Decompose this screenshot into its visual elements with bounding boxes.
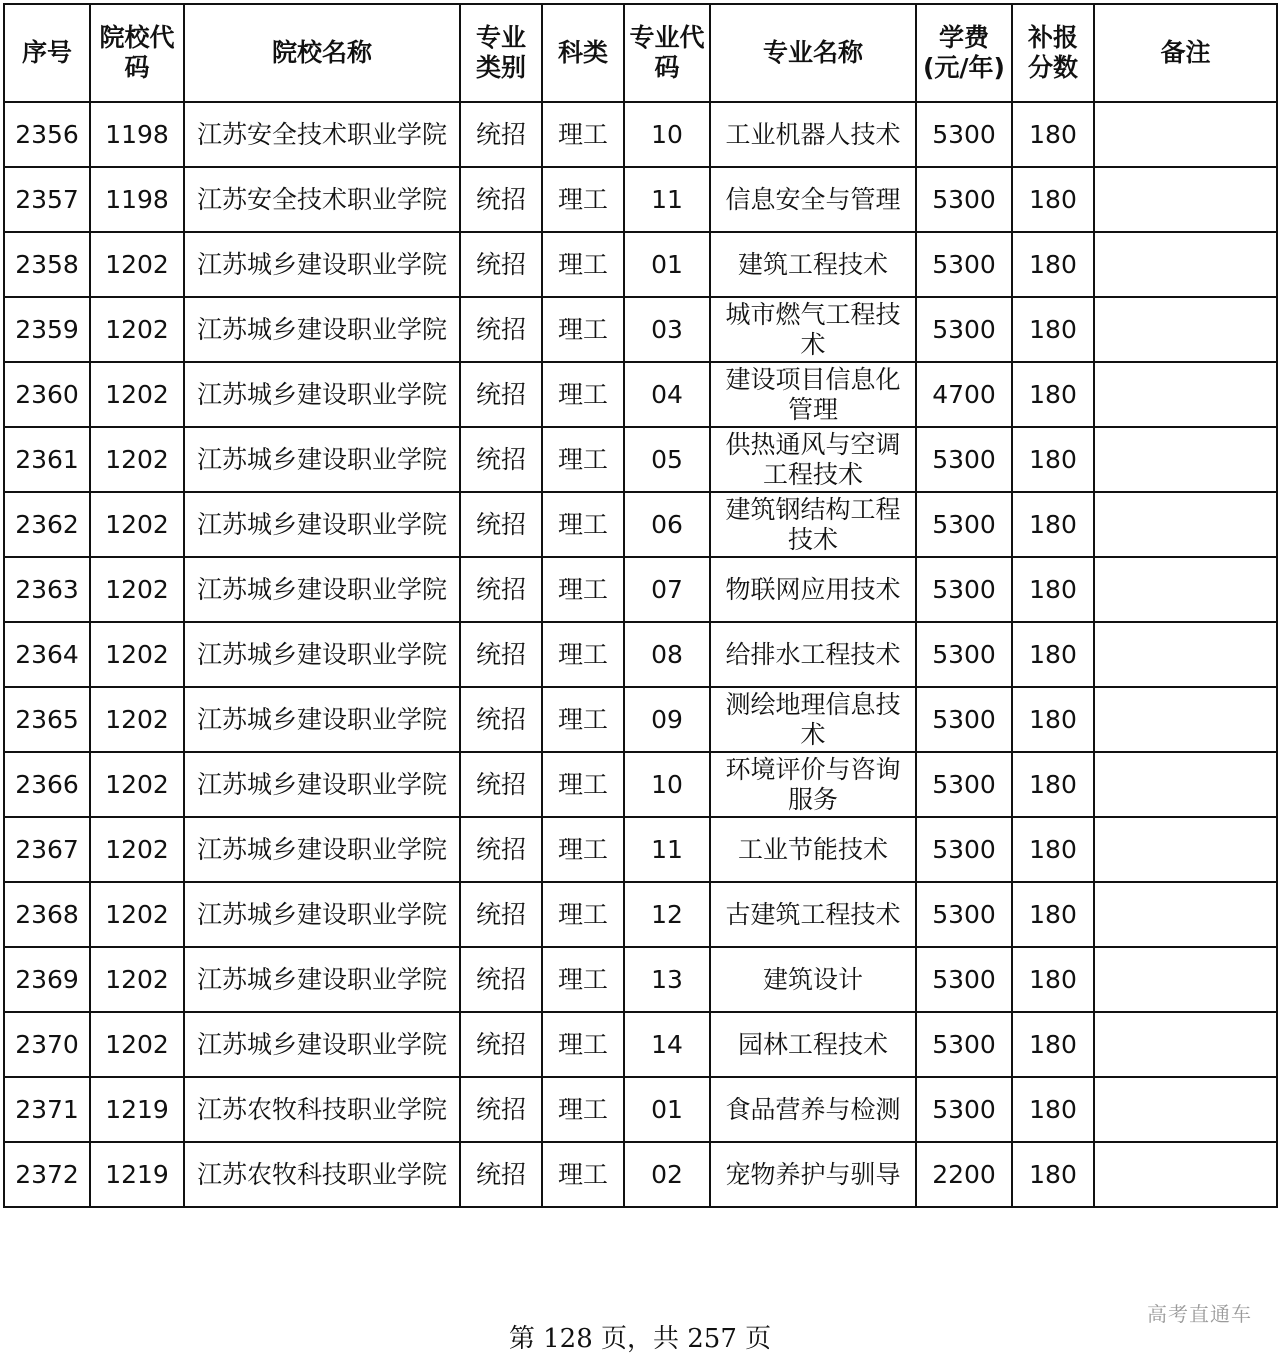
table-body — [4, 102, 1277, 1207]
major-category-cell: 统招 — [460, 232, 542, 297]
major-name-cell: 城市燃气工程技术 — [710, 297, 916, 362]
major-category-cell: 统招 — [460, 427, 542, 492]
school-code-cell: 1202 — [90, 947, 184, 1012]
remarks-cell — [1094, 687, 1277, 752]
supplement-score-cell: 180 — [1012, 752, 1094, 817]
header-school-name: 院校名称 — [184, 4, 460, 102]
supplement-score-cell: 180 — [1012, 1077, 1094, 1142]
subject-type-cell: 理工 — [542, 102, 624, 167]
remarks-cell — [1094, 817, 1277, 882]
subject-type-cell: 理工 — [542, 687, 624, 752]
major-category-cell: 统招 — [460, 882, 542, 947]
header-major-name: 专业名称 — [710, 4, 916, 102]
school-name-cell: 江苏安全技术职业学院 — [184, 167, 460, 232]
seq-cell: 2364 — [4, 622, 90, 687]
school-name-cell: 江苏城乡建设职业学院 — [184, 687, 460, 752]
school-code-cell: 1198 — [90, 102, 184, 167]
major-category-cell: 统招 — [460, 362, 542, 427]
subject-type-cell: 理工 — [542, 882, 624, 947]
major-code-cell: 02 — [624, 1142, 710, 1207]
school-code-cell: 1202 — [90, 427, 184, 492]
major-code-cell: 01 — [624, 1077, 710, 1142]
school-name-cell: 江苏城乡建设职业学院 — [184, 752, 460, 817]
remarks-cell — [1094, 232, 1277, 297]
table-row — [4, 362, 1277, 427]
major-name-cell: 建筑设计 — [710, 947, 916, 1012]
tuition-cell: 5300 — [916, 752, 1012, 817]
major-name-cell: 信息安全与管理 — [710, 167, 916, 232]
tuition-cell: 5300 — [916, 1012, 1012, 1077]
supplement-score-cell: 180 — [1012, 1012, 1094, 1077]
supplement-score-cell: 180 — [1012, 1142, 1094, 1207]
header-row — [4, 4, 1277, 102]
table-row — [4, 427, 1277, 492]
school-name-cell: 江苏城乡建设职业学院 — [184, 947, 460, 1012]
tuition-cell: 5300 — [916, 232, 1012, 297]
major-code-cell: 12 — [624, 882, 710, 947]
tuition-cell: 5300 — [916, 687, 1012, 752]
tuition-cell: 5300 — [916, 297, 1012, 362]
subject-type-cell: 理工 — [542, 167, 624, 232]
tuition-cell: 5300 — [916, 492, 1012, 557]
remarks-cell — [1094, 1077, 1277, 1142]
remarks-cell — [1094, 622, 1277, 687]
table-row — [4, 167, 1277, 232]
supplement-score-cell: 180 — [1012, 232, 1094, 297]
major-name-cell: 工业机器人技术 — [710, 102, 916, 167]
major-code-cell: 07 — [624, 557, 710, 622]
major-category-cell: 统招 — [460, 817, 542, 882]
remarks-cell — [1094, 427, 1277, 492]
tuition-cell: 5300 — [916, 882, 1012, 947]
major-category-cell: 统招 — [460, 947, 542, 1012]
major-code-cell: 01 — [624, 232, 710, 297]
major-name-cell: 建筑工程技术 — [710, 232, 916, 297]
school-name-cell: 江苏城乡建设职业学院 — [184, 882, 460, 947]
admission-table — [3, 3, 1278, 1208]
subject-type-cell: 理工 — [542, 1077, 624, 1142]
major-code-cell: 11 — [624, 817, 710, 882]
supplement-score-cell: 180 — [1012, 947, 1094, 1012]
table-row — [4, 557, 1277, 622]
header-subject-type: 科类 — [542, 4, 624, 102]
supplement-score-cell: 180 — [1012, 167, 1094, 232]
subject-type-cell: 理工 — [542, 1012, 624, 1077]
page-number: 第 128 页，共 257 页 — [508, 1324, 772, 1354]
subject-type-cell: 理工 — [542, 427, 624, 492]
remarks-cell — [1094, 752, 1277, 817]
subject-type-cell: 理工 — [542, 557, 624, 622]
major-name-cell: 环境评价与咨询服务 — [710, 752, 916, 817]
table-row — [4, 687, 1277, 752]
tuition-cell: 2200 — [916, 1142, 1012, 1207]
school-name-cell: 江苏城乡建设职业学院 — [184, 297, 460, 362]
school-name-cell: 江苏城乡建设职业学院 — [184, 362, 460, 427]
table-row — [4, 622, 1277, 687]
subject-type-cell: 理工 — [542, 817, 624, 882]
watermark: 高考直通车 — [1147, 1302, 1252, 1326]
school-name-cell: 江苏农牧科技职业学院 — [184, 1077, 460, 1142]
major-category-cell: 统招 — [460, 687, 542, 752]
table-row — [4, 752, 1277, 817]
major-code-cell: 05 — [624, 427, 710, 492]
school-code-cell: 1202 — [90, 362, 184, 427]
major-code-cell: 08 — [624, 622, 710, 687]
remarks-cell — [1094, 167, 1277, 232]
major-name-cell: 建筑钢结构工程技术 — [710, 492, 916, 557]
seq-cell: 2369 — [4, 947, 90, 1012]
seq-cell: 2370 — [4, 1012, 90, 1077]
remarks-cell — [1094, 297, 1277, 362]
major-code-cell: 06 — [624, 492, 710, 557]
major-category-cell: 统招 — [460, 1012, 542, 1077]
table-row — [4, 297, 1277, 362]
school-name-cell: 江苏安全技术职业学院 — [184, 102, 460, 167]
table-row — [4, 882, 1277, 947]
remarks-cell — [1094, 882, 1277, 947]
major-name-cell: 工业节能技术 — [710, 817, 916, 882]
major-name-cell: 物联网应用技术 — [710, 557, 916, 622]
seq-cell: 2368 — [4, 882, 90, 947]
table-row — [4, 1142, 1277, 1207]
major-name-cell: 古建筑工程技术 — [710, 882, 916, 947]
tuition-cell: 4700 — [916, 362, 1012, 427]
school-name-cell: 江苏城乡建设职业学院 — [184, 622, 460, 687]
seq-cell: 2371 — [4, 1077, 90, 1142]
seq-cell: 2357 — [4, 167, 90, 232]
major-category-cell: 统招 — [460, 1142, 542, 1207]
school-code-cell: 1202 — [90, 232, 184, 297]
major-code-cell: 10 — [624, 752, 710, 817]
school-name-cell: 江苏城乡建设职业学院 — [184, 427, 460, 492]
school-name-cell: 江苏城乡建设职业学院 — [184, 817, 460, 882]
tuition-cell: 5300 — [916, 167, 1012, 232]
school-code-cell: 1202 — [90, 687, 184, 752]
tuition-cell: 5300 — [916, 947, 1012, 1012]
major-code-cell: 03 — [624, 297, 710, 362]
remarks-cell — [1094, 1142, 1277, 1207]
school-code-cell: 1202 — [90, 752, 184, 817]
seq-cell: 2361 — [4, 427, 90, 492]
supplement-score-cell: 180 — [1012, 817, 1094, 882]
major-code-cell: 09 — [624, 687, 710, 752]
major-category-cell: 统招 — [460, 102, 542, 167]
subject-type-cell: 理工 — [542, 622, 624, 687]
remarks-cell — [1094, 1012, 1277, 1077]
major-name-cell: 测绘地理信息技术 — [710, 687, 916, 752]
seq-cell: 2359 — [4, 297, 90, 362]
table-row — [4, 232, 1277, 297]
school-code-cell: 1202 — [90, 1012, 184, 1077]
major-name-cell: 宠物养护与驯导 — [710, 1142, 916, 1207]
tuition-cell: 5300 — [916, 427, 1012, 492]
school-code-cell: 1202 — [90, 882, 184, 947]
school-name-cell: 江苏农牧科技职业学院 — [184, 1142, 460, 1207]
supplement-score-cell: 180 — [1012, 102, 1094, 167]
header-supplement-score: 补报分数 — [1012, 4, 1094, 102]
seq-cell: 2367 — [4, 817, 90, 882]
remarks-cell — [1094, 947, 1277, 1012]
supplement-score-cell: 180 — [1012, 557, 1094, 622]
tuition-cell: 5300 — [916, 557, 1012, 622]
header-major-code: 专业代码 — [624, 4, 710, 102]
major-category-cell: 统招 — [460, 557, 542, 622]
major-category-cell: 统招 — [460, 1077, 542, 1142]
header-seq: 序号 — [4, 4, 90, 102]
major-code-cell: 10 — [624, 102, 710, 167]
subject-type-cell: 理工 — [542, 1142, 624, 1207]
seq-cell: 2358 — [4, 232, 90, 297]
remarks-cell — [1094, 102, 1277, 167]
tuition-cell: 5300 — [916, 102, 1012, 167]
tuition-cell: 5300 — [916, 622, 1012, 687]
subject-type-cell: 理工 — [542, 362, 624, 427]
header-school-code: 院校代码 — [90, 4, 184, 102]
header-tuition: 学费(元/年) — [916, 4, 1012, 102]
remarks-cell — [1094, 362, 1277, 427]
major-code-cell: 14 — [624, 1012, 710, 1077]
tuition-cell: 5300 — [916, 1077, 1012, 1142]
supplement-score-cell: 180 — [1012, 622, 1094, 687]
major-code-cell: 11 — [624, 167, 710, 232]
table-row — [4, 1077, 1277, 1142]
subject-type-cell: 理工 — [542, 492, 624, 557]
table-row — [4, 492, 1277, 557]
major-name-cell: 食品营养与检测 — [710, 1077, 916, 1142]
school-code-cell: 1202 — [90, 492, 184, 557]
major-name-cell: 建设项目信息化管理 — [710, 362, 916, 427]
table-row — [4, 817, 1277, 882]
tuition-cell: 5300 — [916, 817, 1012, 882]
school-code-cell: 1198 — [90, 167, 184, 232]
supplement-score-cell: 180 — [1012, 362, 1094, 427]
subject-type-cell: 理工 — [542, 947, 624, 1012]
remarks-cell — [1094, 492, 1277, 557]
seq-cell: 2365 — [4, 687, 90, 752]
major-name-cell: 给排水工程技术 — [710, 622, 916, 687]
major-category-cell: 统招 — [460, 492, 542, 557]
subject-type-cell: 理工 — [542, 752, 624, 817]
major-category-cell: 统招 — [460, 622, 542, 687]
supplement-score-cell: 180 — [1012, 687, 1094, 752]
school-code-cell: 1219 — [90, 1142, 184, 1207]
supplement-score-cell: 180 — [1012, 882, 1094, 947]
seq-cell: 2363 — [4, 557, 90, 622]
school-name-cell: 江苏城乡建设职业学院 — [184, 492, 460, 557]
remarks-cell — [1094, 557, 1277, 622]
table-row — [4, 102, 1277, 167]
major-name-cell: 供热通风与空调工程技术 — [710, 427, 916, 492]
supplement-score-cell: 180 — [1012, 492, 1094, 557]
major-name-cell: 园林工程技术 — [710, 1012, 916, 1077]
header-remarks: 备注 — [1094, 4, 1277, 102]
school-code-cell: 1219 — [90, 1077, 184, 1142]
major-code-cell: 13 — [624, 947, 710, 1012]
school-name-cell: 江苏城乡建设职业学院 — [184, 1012, 460, 1077]
major-code-cell: 04 — [624, 362, 710, 427]
school-code-cell: 1202 — [90, 557, 184, 622]
seq-cell: 2366 — [4, 752, 90, 817]
supplement-score-cell: 180 — [1012, 297, 1094, 362]
seq-cell: 2372 — [4, 1142, 90, 1207]
subject-type-cell: 理工 — [542, 232, 624, 297]
table-row — [4, 947, 1277, 1012]
table-row — [4, 1012, 1277, 1077]
major-category-cell: 统招 — [460, 297, 542, 362]
school-code-cell: 1202 — [90, 817, 184, 882]
major-category-cell: 统招 — [460, 167, 542, 232]
seq-cell: 2356 — [4, 102, 90, 167]
school-name-cell: 江苏城乡建设职业学院 — [184, 232, 460, 297]
supplement-score-cell: 180 — [1012, 427, 1094, 492]
seq-cell: 2360 — [4, 362, 90, 427]
school-code-cell: 1202 — [90, 297, 184, 362]
subject-type-cell: 理工 — [542, 297, 624, 362]
major-category-cell: 统招 — [460, 752, 542, 817]
header-major-category: 专业类别 — [460, 4, 542, 102]
school-name-cell: 江苏城乡建设职业学院 — [184, 557, 460, 622]
seq-cell: 2362 — [4, 492, 90, 557]
school-code-cell: 1202 — [90, 622, 184, 687]
